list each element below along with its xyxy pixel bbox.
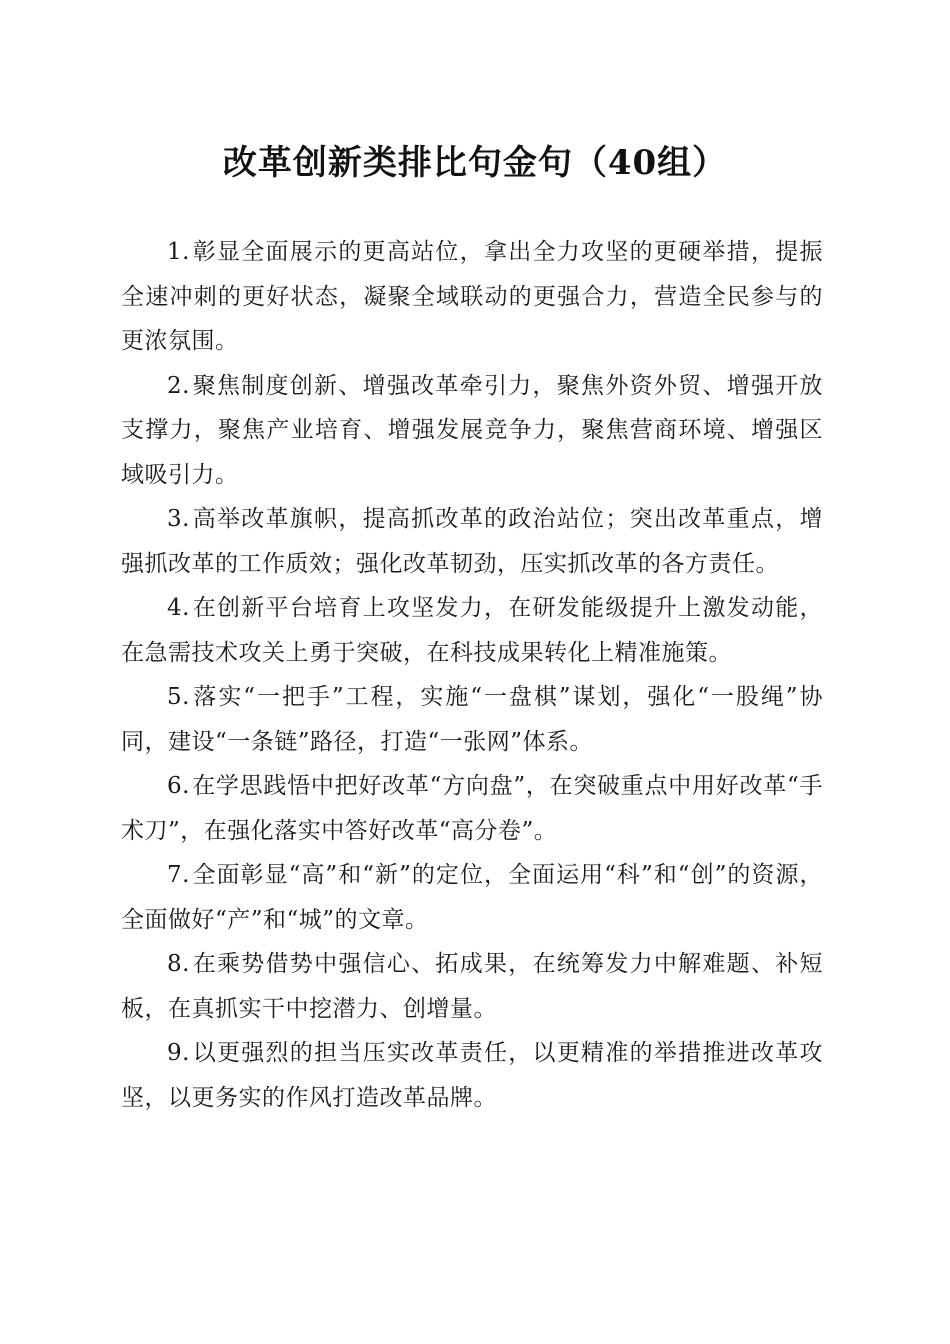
paragraph-5: [121, 675, 823, 764]
paragraph-text: 在乘势借势中强信心、拓成果，在统筹发力中解难题、补短板，在真抓实干中挖潜力、创增量。: [121, 951, 823, 1022]
paragraph-1: [121, 230, 823, 364]
paragraph-number: 5.: [167, 684, 190, 710]
paragraph-text: 在学思践悟中把好改革“方向盘”，在突破重点中用好改革“手术刀”，在强化落实中答好改革“高分卷”。: [121, 773, 823, 844]
paragraph-2: [121, 364, 823, 498]
paragraph-number: 4.: [167, 595, 190, 621]
paragraph-text: 彰显全面展示的更高站位，拿出全力攻坚的更硬举措，提振全速冲刺的更好状态，凝聚全域联动的更强合力，营造全民参与的更浓氛围。: [121, 239, 823, 354]
paragraph-3: [121, 497, 823, 586]
paragraph-text: 在创新平台培育上攻坚发力，在研发能级提升上激发动能，在急需技术攻关上勇于突破，在科技成果转化上精准施策。: [121, 595, 823, 666]
paragraph-6: [121, 764, 823, 853]
paragraph-8: [121, 942, 823, 1031]
paragraph-number: 6.: [167, 773, 190, 799]
paragraph-number: 1.: [167, 239, 190, 265]
paragraph-text: 聚焦制度创新、增强改革牵引力，聚焦外资外贸、增强开放支撑力，聚焦产业培育、增强发展竞争力，聚焦营商环境、增强区域吸引力。: [121, 372, 823, 488]
paragraph-number: 3.: [167, 506, 190, 532]
paragraph-number: 9.: [167, 1040, 190, 1066]
paragraph-number: 7.: [167, 862, 190, 888]
document-body: [121, 230, 823, 1120]
paragraph-4: [121, 586, 823, 675]
paragraph-number: 2.: [167, 372, 190, 399]
page-title: 改革创新类排比句金句（40组）: [222, 143, 728, 183]
paragraph-text: 以更强烈的担当压实改革责任，以更精准的举措推进改革攻坚，以更务实的作风打造改革品牌。: [121, 1040, 823, 1111]
paragraph-9: [121, 1031, 823, 1120]
paragraph-7: [121, 853, 823, 942]
paragraph-text: 全面彰显“高”和“新”的定位，全面运用“科”和“创”的资源，全面做好“产”和“城”的文章。: [121, 862, 823, 933]
paragraph-text: 高举改革旗帜，提高抓改革的政治站位；突出改革重点，增强抓改革的工作质效；强化改革韧劲，压实抓改革的各方责任。: [121, 506, 823, 577]
paragraph-text: 落实“一把手”工程，实施“一盘棋”谋划，强化“一股绳”协同，建设“一条链”路径，打造“一张网”体系。: [121, 684, 823, 755]
paragraph-number: 8.: [167, 951, 190, 977]
